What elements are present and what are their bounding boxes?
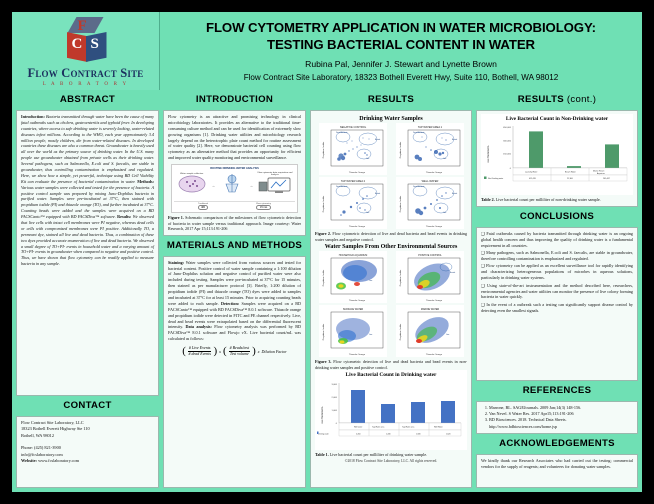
abstract-intro-text: Bacteria transmitted through water have been the cause of many fatal outbreaks such as cholera, gastroenteritis and typhoid fever. In developing countries, where access to safe drinking water is severely lacking, water-related diseases infect millions. According to the WHO, each year approximately 3.4 million people, mostly children, die from water-related diseases. In developed countries these diseases are also a common threat. Groundwater is heavily used all over the world as the primary source of drinking water. In the U.S. many people use groundwater obtained from private wells as their drinking water. Several pathogens, such as Salmonella, E.coli and S. faecalis, are stable in groundwater, thus controlling contamination is emphasized and regulated. Here, we show how a simple, yet powerful, technique using BD Cell Viability Kit can evaluate the presence of bacterial contamination in water. [21, 114, 154, 184]
cytometer-schematic-icon [218, 173, 246, 193]
petri-dish-icon [177, 175, 207, 193]
svg-text:0: 0 [335, 422, 337, 425]
conclusion-item-1 [481, 231, 633, 249]
svg-text:HOUSEHOLD AQUARIUM: HOUSEHOLD AQUARIUM [338, 254, 367, 258]
formula-fraction-2 [229, 346, 250, 355]
scatter-plot-negative-control [319, 123, 387, 175]
bar-chart-drinking-water [317, 379, 465, 443]
results-cont-suffix: (cont.) [563, 94, 597, 105]
figure1-flow-label: Flow cytometry [256, 203, 271, 206]
svg-text:1,620: 1,620 [446, 433, 451, 436]
chart1-ylabel: Live Bacteria/mL [321, 405, 324, 424]
section-heading-results: RESULTS [367, 94, 415, 105]
svg-text:Dead Bacteria: Dead Bacteria [412, 132, 424, 134]
live-count-formula [168, 345, 301, 357]
svg-text:1,580: 1,580 [416, 433, 421, 436]
reference-list [481, 405, 633, 430]
conclusion-item-2 [481, 250, 633, 262]
table2-caption [481, 197, 633, 203]
svg-text:Beads: Beads [449, 272, 455, 275]
svg-text:Propidium Iodide: Propidium Iodide [322, 269, 325, 287]
svg-text:POSITIVE CONTROL: POSITIVE CONTROL [417, 254, 442, 258]
abstract-panel [16, 110, 159, 396]
footer-copyright: ©2018 Flow Contract Site Laboratory, LLC. All rights reserved. [344, 459, 438, 464]
svg-text:Thiazole Orange: Thiazole Orange [348, 172, 365, 174]
formula-f1-denominator: # dead Events [188, 350, 211, 356]
logo-block [12, 12, 160, 90]
svg-text:Propidium Iodide: Propidium Iodide [399, 323, 402, 341]
title-block [160, 12, 642, 90]
svg-text:WELL WATER: WELL WATER [421, 180, 438, 183]
section-heading-references: REFERENCES [522, 384, 592, 396]
reference-item: 1. Marrone, BL. SAGEJournals. 2009 Jan;14(3) 148-156. [489, 405, 633, 411]
scatter-plot-tap-water-area-2 [319, 177, 387, 229]
abstract-text [21, 114, 154, 267]
results-cont-main: RESULTS [517, 94, 564, 105]
fcs-cube-logo-icon [63, 17, 109, 63]
svg-text:Propidium Iodide: Propidium Iodide [399, 141, 402, 159]
figure1-arrow-2-icon: → [249, 183, 254, 189]
column-2 [163, 93, 306, 488]
bar-chart-non-drinking-water [483, 122, 631, 188]
chart1-title: Live Bacterial Count in Drinking water [345, 372, 437, 379]
svg-text:Thiazole Orange: Thiazole Orange [348, 354, 365, 357]
poster-header [12, 12, 642, 90]
conclusion-text-5: In the event of a outbreak such a testing can significantly support disease control by detecting even the smallest signals. [481, 301, 633, 313]
logo-wordmark: Flow Contract Site [27, 66, 144, 80]
formula-operator-2: x [257, 348, 260, 354]
table2-chart-box [481, 114, 633, 195]
figure3-label: Figure 3. [315, 359, 332, 365]
svg-text:150,000: 150,000 [503, 154, 511, 157]
figure3-caption [315, 359, 467, 370]
svg-text:Propidium Iodide: Propidium Iodide [322, 141, 325, 159]
svg-text:Well Water: Well Water [434, 426, 443, 429]
svg-text:Propidium Iodide: Propidium Iodide [399, 195, 402, 213]
svg-text:265,467: 265,467 [603, 178, 610, 181]
formula-dilution-factor: Dilution Factor [261, 348, 287, 354]
conclusion-text-1: Fatal outbreaks caused by bacteria transmitted through drinking water is an ongoing global health concern and thus improving the quality of drinking water is a fundamental requirement in all countries. [481, 231, 633, 248]
contact-website-url: www.fcslaboratory.com [37, 458, 80, 464]
svg-text:Live: Live [365, 158, 369, 160]
svg-text:Thiazole Orange: Thiazole Orange [348, 226, 365, 228]
table2-caption-text: Live bacterial count per milliliter of non-drinking water sample. [494, 197, 601, 203]
conclusion-bullet-icon: ❑ [481, 301, 485, 307]
svg-text:2,000: 2,000 [331, 396, 337, 399]
abstract-methods-text: Various water samples were collected and tested for the presence of bacteria. A positive control sample was prepared by mixing Juno-Dophilus bacteria in purified water. Samples were pre-incubated at 37°C, then stained with propidium iodide (PI) and thiazole orange (TO), and further incubated at 37°C. Counting beads were added and the samples were acquired on a BD FACSCanto™ equipped with BD FACSDiva™ software. [21, 184, 154, 220]
abstract-results-text: We observed that live cells with intact cell membranes were PI negative, whereas dead cells or cells with compromised membranes were PI positive. Additionally TO, a permeant dye, stained all live and dead bacteria. Thus, a combination of these two dyes provided accurate enumeration of live and dead bacteria. We observed a small degree of TO+PI- events in household water and a varying amount of TO+PI- events in groundwater when compared to negative and positive control. Thus, we have shown that flow cytometry can be readily applied to measure bacteria in any sample. [21, 214, 154, 267]
svg-text:Propidium Iodide: Propidium Iodide [322, 323, 325, 341]
svg-text:NEGATIVE CONTROL: NEGATIVE CONTROL [339, 126, 366, 129]
svg-text:Live: Live [445, 334, 449, 337]
detection-text: Samples were acquired on a BD FACSCanto™ equipped with BD FACSDiva™ 8.0.1 software. Thiazole orange and propidium iodide were detected in FITC and PE channel respectively. Live, dead and bead events were extrapolated based on the differential fluorescent intensity. [168, 300, 301, 330]
contact-website-label: Website: [21, 458, 37, 464]
table1-label: Table 1. [315, 451, 329, 457]
acknowledgements-text: We kindly thank our Research Associates who had carried out the testing; commercial vendors for the supply of reagents; and volunteers for donating water samples. [481, 458, 633, 469]
results-cont-panel [476, 110, 638, 207]
density-plot-marine-water [396, 305, 464, 357]
svg-text:Laundry Water: Laundry Water [525, 171, 538, 174]
data-analysis-text: Flow cytometry analysis was performed by BD FACSDiva™ 8.0.1 software and Flowjo vX. [168, 324, 302, 336]
abstract-results-label: Results: [117, 214, 132, 220]
logo-letter-f: F [77, 18, 87, 34]
svg-text:Drinking water: Drinking water [318, 433, 329, 436]
svg-text:Beads: Beads [451, 193, 457, 195]
density-plot-surface-water [319, 305, 387, 357]
figure1-caption-text: Schematic comparison of the milestones of flow cytometric detection of bacteria in water sample versus traditional approach. Image courtesy: Water Research, 2017 Apr 15;113:191-206 [168, 215, 301, 232]
svg-text:Aquarium: Aquarium [597, 173, 605, 176]
svg-text:300,000: 300,000 [503, 140, 511, 143]
abstract-methods-label: Methods: [137, 178, 154, 184]
svg-text:Well water: Well water [354, 426, 363, 429]
figure1-right-label: Flow cytometry data acquisition and analysis [257, 172, 293, 177]
materials-panel [163, 256, 306, 488]
formula-f2-denominator: Test volume [229, 350, 249, 356]
svg-text:Tap Water area: Tap Water area [402, 426, 415, 429]
introduction-text: Flow cytometry is an attractive and promising technology in clinical microbiology laboratories. It provides an alternative to the traditional time-consuming culture method and can be used for identification of extremely slow growing organisms [1]. Drinking water utilities and microbiology research largely depend on the heterotrophic plate count method for routine assessment of water quality [2]. Here, we demonstrate bacterial cell counting using flow cytometry as an alternative method that provides an opportunity for efficient and improved water quality monitoring and environmental surveillance. [168, 114, 301, 161]
figure2-group-title: Drinking Water Samples [359, 116, 423, 122]
contact-website[interactable] [21, 458, 154, 464]
introduction-panel [163, 110, 306, 236]
reference-item: 2. Van Nevel. S Water Res. 2017 Apr15;113:191-206 [489, 411, 633, 417]
poster-canvas [12, 12, 642, 492]
formula-paren-open-1: ( [182, 345, 186, 358]
poster-columns [12, 90, 642, 488]
section-heading-results-cont [476, 94, 638, 105]
calculation-intro: Live bacterial count/mL was calculated as follows: [168, 330, 301, 342]
density-plot-household-aquarium [319, 251, 387, 303]
svg-text:Dead Bacteria: Dead Bacteria [335, 132, 347, 134]
conclusion-text-4: Using state-of-the-art instrumentation and the method described here, researchers, environmental agencies and water utilities can monitor the presence of live colony forming bacteria in water quickly. [481, 282, 633, 300]
svg-text:Beads: Beads [374, 193, 380, 195]
figure3-group-title: Water Samples From Other Environmental Sources [324, 244, 458, 251]
svg-text:Thiazole Orange: Thiazole Orange [425, 172, 442, 174]
svg-text:Live: Live [368, 334, 372, 337]
table2-label: Table 2. [481, 197, 495, 203]
figure1-arrow-1-icon: → [211, 183, 216, 189]
svg-text:SURFACE WATER: SURFACE WATER [342, 308, 363, 312]
formula-fraction-1 [188, 346, 212, 355]
figure3-caption-text: Flow cytometric detection of live and dead bacteria and bead events in non-drinking water samples and positive control. [315, 359, 467, 370]
staining-label: Staining: [168, 259, 185, 265]
conclusions-list [481, 231, 633, 314]
author-list: Rubina Pal, Jennifer J. Stewart and Lynette Brown [305, 59, 497, 69]
figure1-traditional-time: 48h [198, 205, 208, 210]
svg-text:Beach Water: Beach Water [565, 171, 576, 174]
conclusion-item-5 [481, 302, 633, 314]
section-heading-materials: MATERIALS AND METHODS [166, 239, 303, 251]
svg-text:Live: Live [368, 280, 372, 283]
svg-text:Dead Bacteria: Dead Bacteria [335, 186, 347, 188]
formula-f1-numerator: # Live Events [188, 345, 211, 351]
contact-phone: Phone: (425) 821-3900 [21, 445, 61, 451]
svg-text:Thiazole Orange: Thiazole Orange [348, 300, 365, 303]
svg-text:Thiazole Orange: Thiazole Orange [425, 300, 442, 303]
poster-title-line2: TESTING BACTERIAL CONTENT IN WATER [267, 36, 535, 52]
materials-text [168, 260, 301, 342]
svg-text:Marine Resort: Marine Resort [593, 170, 605, 173]
results-panel [310, 110, 472, 488]
column-1 [16, 93, 159, 488]
column-4 [476, 93, 638, 488]
svg-text:1,430: 1,430 [386, 433, 391, 436]
svg-text:Propidium Iodide: Propidium Iodide [399, 269, 402, 287]
svg-text:Beads: Beads [374, 139, 380, 141]
figure2-label: Figure 2. [315, 231, 331, 236]
density-plot-positive-control [396, 251, 464, 303]
conclusion-item-3 [481, 263, 633, 281]
svg-text:MARINE WATER: MARINE WATER [420, 308, 439, 312]
svg-text:Non Drinking water: Non Drinking water [488, 178, 504, 181]
references-panel [476, 401, 638, 434]
figure3-scatter-grid [315, 251, 467, 357]
formula-paren-close-2: ) [252, 345, 256, 358]
data-analysis-label: Data analysis: [185, 324, 212, 330]
section-heading-abstract: ABSTRACT [59, 94, 116, 105]
conclusion-bullet-icon: ❑ [481, 231, 485, 236]
figure1-caption [168, 215, 301, 232]
svg-text:450,000: 450,000 [503, 127, 511, 130]
formula-paren-close-1: ) [213, 345, 218, 358]
svg-text:3,000: 3,000 [331, 383, 337, 386]
svg-text:Live: Live [442, 212, 446, 214]
contact-lab-name: Flow Contract Site Laboratory, LLC [21, 420, 84, 425]
figure2-scatter-grid [315, 123, 467, 229]
svg-text:Tap Water area: Tap Water area [372, 426, 385, 429]
svg-text:21,300: 21,300 [567, 178, 573, 181]
table1-chart-box [315, 370, 467, 449]
svg-text:0: 0 [509, 168, 511, 171]
section-heading-introduction: INTRODUCTION [195, 94, 274, 105]
conclusion-bullet-icon: ❑ [481, 250, 485, 256]
logo-sub-wordmark: L A B O R A T O R Y [42, 82, 129, 87]
scatter-plot-tap-water-area-1 [396, 123, 464, 175]
svg-text:Propidium Iodide: Propidium Iodide [322, 195, 325, 213]
figure1-flow-time: 15 min [256, 205, 271, 210]
conclusion-text-2: Many pathogens, such as Salmonella, E.coli and S. faecalis, are stable in groundwater, therefore controlling contamination is emphasized and regulated. [481, 250, 633, 262]
affiliation: Flow Contract Site Laboratory, 18323 Bothell Everett Hwy, Suite 110, Bothell, WA 98012 [243, 73, 559, 82]
chart2-ylabel: Live Bacteria/mL [487, 145, 490, 164]
acknowledgements-panel [476, 454, 638, 488]
contact-street: 18323 Bothell Everett Highway Ste 110 [21, 426, 90, 432]
formula-operator-1: x [219, 348, 221, 354]
conclusion-bullet-icon: ❑ [481, 282, 485, 288]
figure1-header: ROUTINE DRINKING WATER ANALYSIS [210, 167, 259, 171]
figure1-image [171, 164, 298, 213]
detection-label: Detection: [220, 300, 240, 306]
poster-title-line1: FLOW CYTOMETRY APPLICATION IN WATER MICROBIOLOGY: [206, 20, 596, 35]
computer-monitor-icon [258, 176, 292, 194]
svg-text:1,000: 1,000 [331, 409, 337, 412]
contact-city: Bothell, WA 98012 [21, 432, 54, 438]
svg-text:Live: Live [365, 212, 369, 214]
figure1-label: Figure 1. [168, 215, 184, 221]
contact-panel [16, 416, 159, 488]
formula-f2-numerator: # Beads/test [229, 345, 250, 351]
contact-email[interactable]: info@fcslaboratory.com [21, 451, 63, 457]
svg-text:Thiazole Orange: Thiazole Orange [425, 226, 442, 228]
section-heading-acknowledgements: ACKNOWLEDGEMENTS [499, 438, 615, 449]
conclusion-bullet-icon: ❑ [481, 263, 485, 269]
scatter-plot-well-water [396, 177, 464, 229]
section-heading-contact: CONTACT [63, 400, 112, 411]
conclusion-text-3: Flow cytometry can be applied as an excellent surveillance tool for rapidly identifying and characterizing heterogeneous populations of microbes in aqueous solutions, particularly in drinking water systems. [481, 263, 633, 281]
formula-paren-open-2: ( [222, 345, 227, 358]
reference-item: 3. BD Biosciences. 2018. Technical Data Sheets. http://www.bdbiosciences.com/home.jsp [489, 417, 633, 430]
column-3 [310, 93, 472, 488]
conclusion-item-4 [481, 283, 633, 301]
figure2-caption-text: Flow cytometric detection of live and dead bacteria and bead events in drinking water samples and negative control. [315, 231, 467, 242]
figure2-caption [315, 231, 467, 242]
logo-letter-c: C [71, 36, 83, 52]
section-heading-conclusions: CONCLUSIONS [519, 211, 595, 222]
svg-text:TAP WATER AREA 1: TAP WATER AREA 1 [417, 126, 442, 129]
table1-caption-text: Live bacterial count per milliliter of drinking water sample. [328, 451, 428, 457]
svg-text:2,450: 2,450 [356, 433, 361, 436]
abstract-intro-label: Introduction: [21, 114, 45, 119]
figure1-traditional-label: Traditional [198, 203, 209, 206]
svg-text:Live: Live [442, 158, 446, 160]
svg-text:Beads: Beads [451, 139, 457, 141]
conclusions-panel [476, 227, 638, 381]
staining-text: Water samples were collected from various sources and tested for bacterial content. Positive control of water sample containing a 1:100 dilution of Juno-Dophilus solution and negative control of purified water were also included during testing. Samples were pre-incubated at 37°C for 15 minutes, then stained as per manufacturer protocol [3]. Briefly, 1:200 dilution of propidium iodide (PI) and thiazole orange (TO) dyes were added to samples and incubated at 37°C for at least 15 minutes. Prior to acquiring counting beads were added to each sample. [168, 259, 301, 306]
svg-text:TAP WATER AREA 2: TAP WATER AREA 2 [340, 180, 365, 183]
chart2-title: Live Bacterial Count in Non-Drinking water [505, 116, 609, 122]
figure1-left-label: Water sample collection [180, 173, 204, 176]
logo-letter-s: S [90, 36, 99, 52]
svg-text:Dead Bacteria: Dead Bacteria [412, 186, 424, 188]
svg-text:Thiazole Orange: Thiazole Orange [425, 354, 442, 357]
svg-text:412,420: 412,420 [529, 178, 536, 181]
